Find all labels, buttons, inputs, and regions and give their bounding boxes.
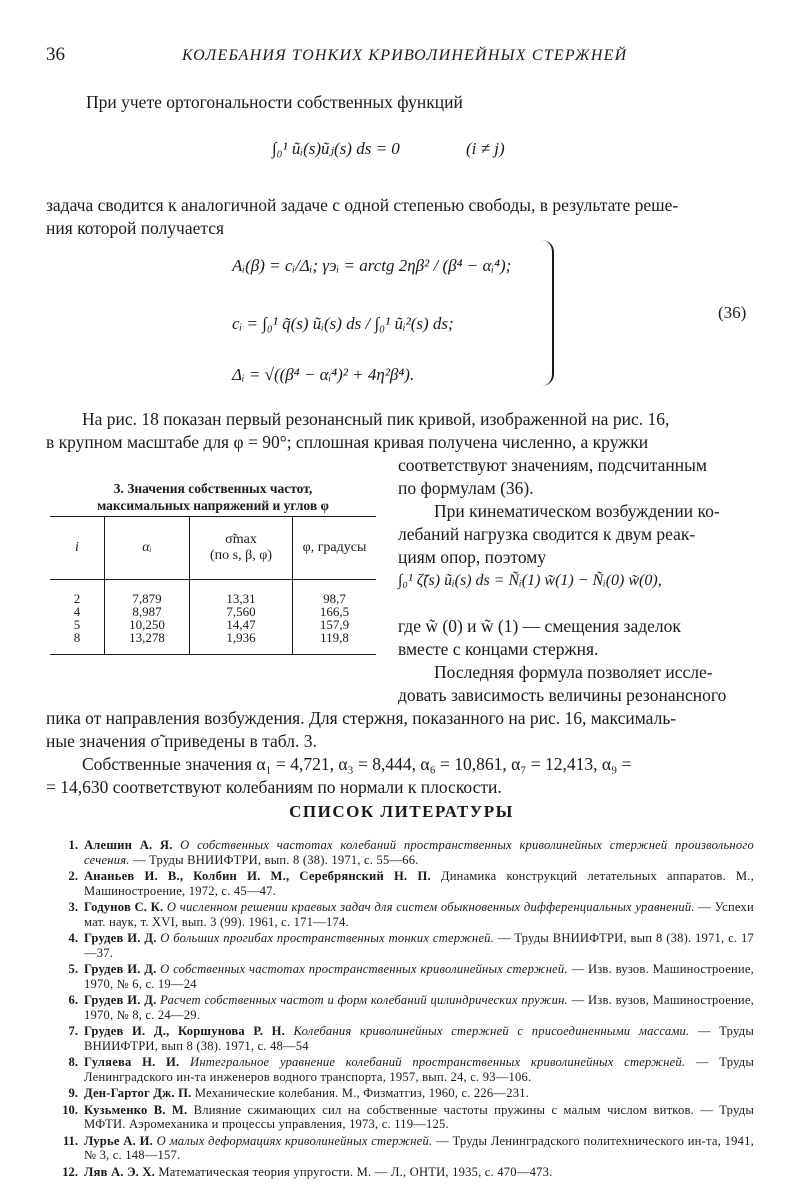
cell-alpha: 7,879 [105, 580, 190, 606]
reference-item [52, 1024, 754, 1053]
reference-item [52, 1103, 754, 1132]
paragraph-1 [46, 194, 752, 240]
cell-phi: 166,5 [293, 605, 377, 618]
reference-title: О больших прогибах пространственных тонких стержней. [160, 931, 494, 945]
reference-source: — Изв. вузов, Машиностроение, 1970, № 8, с. 24—29. [84, 993, 755, 1022]
reference-item [52, 838, 754, 867]
col-header-alpha: αᵢ [105, 517, 190, 580]
reference-source: — Труды ВНИИФТРИ, вып. 8 (38). 1971, с. 55—66. [129, 852, 419, 867]
reference-authors: Грудев И. Д., Коршунова Р. Н. [84, 1024, 294, 1038]
reference-item [52, 1165, 754, 1180]
cell-i: 4 [73, 604, 81, 619]
reference-title: О собственных частотах пространственных криволинейных стержней. [160, 962, 568, 976]
paragraph-2-line-1: На рис. 18 показан первый резонансный пик кривой, изображенной на рис. 16, [82, 409, 670, 429]
reference-item [52, 962, 754, 991]
right-column-line: по формулам (36). [398, 478, 534, 498]
reference-source: Механические колебания. М., Физматгиз, 1960, с. 226—231. [194, 1086, 530, 1100]
cell-i: 8 [50, 631, 105, 655]
references-title: СПИСОК ЛИТЕРАТУРЫ [289, 802, 514, 821]
reference-number: 7. [68, 1024, 78, 1038]
right-column-line: лебаний нагрузка сводится к двум реак- [398, 524, 696, 544]
cell-i: 2 [73, 591, 81, 606]
reference-number: 10. [62, 1102, 78, 1117]
cell-sigma: 13,31 [190, 580, 293, 606]
reference-item [52, 931, 754, 960]
paragraph-3-line: Собственные значения α₁ = 4,721, α₃ = 8,444, α₆ = 10,861, α₇ = 12,413, α₉ = [82, 754, 632, 774]
reference-item [52, 900, 754, 929]
paragraph-line: ния которой получается [46, 218, 225, 238]
reference-authors: Кузьменко В. М. [84, 1102, 194, 1117]
reference-number: 9. [68, 1086, 78, 1100]
reference-title: О численном решении краевых задач для систем обыкновенных дифференциальных уравнений. [166, 900, 695, 914]
reference-number: 3. [68, 900, 78, 914]
cell-phi: 157,9 [293, 618, 377, 631]
page-number: 36 [46, 44, 65, 65]
reference-text [84, 869, 754, 898]
cell-alpha: 10,250 [105, 618, 190, 631]
reference-item [52, 1134, 754, 1163]
cell-alpha: 13,278 [105, 631, 190, 655]
reference-text [84, 1103, 754, 1132]
reference-title: Расчет собственных частот и форм колебаний цилиндрических пружин. [160, 993, 568, 1007]
right-column-line: довать зависимость величины резонансного [398, 685, 727, 705]
col-header-sigma [190, 517, 293, 580]
reference-source: Математическая теория упругости. М. — Л., ОНТИ, 1935, с. 470—473. [158, 1164, 553, 1179]
cell-alpha: 8,987 [105, 605, 190, 618]
paragraph-2-line-2: в крупном масштабе для φ = 90°; сплошная кривая получена численно, а кружки [46, 432, 649, 452]
cell-sigma: 7,560 [190, 605, 293, 618]
reference-title: Интегральное уравнение колебаний пространственных криволинейных стержней. [190, 1055, 686, 1069]
right-column-line: При кинематическом возбуждении ко- [434, 501, 720, 521]
reference-number: 12. [62, 1164, 78, 1179]
eq36-line-1: Aᵢ(β) = cᵢ/Δᵢ; γэᵢ = arctg 2ηβ² / (β⁴ − αᵢ⁴); [232, 256, 512, 275]
right-column-line: вместе с концами стержня. [398, 639, 599, 659]
table-row [50, 580, 376, 606]
right-column-line: соответствуют значениям, подсчитанным [398, 455, 707, 475]
table-header-row [50, 517, 376, 580]
kinematic-equation: ∫₀¹ ζ̃(s) ũᵢ(s) ds = Ñᵢ(1) w̃(1) − Ñᵢ(0) w̃(0), [398, 572, 662, 589]
reference-item [52, 993, 754, 1022]
cell-i: 5 [73, 617, 81, 632]
right-brace [542, 240, 554, 386]
right-column-line: Последняя формула позволяет иссле- [434, 662, 713, 682]
reference-text [84, 1134, 754, 1163]
values-table [50, 516, 376, 655]
reference-source: — Труды ВНИИФТРИ, вып 8 (38). 1971, с. 48—54 [84, 1024, 754, 1053]
reference-number: 4. [68, 931, 78, 945]
col-header-phi: φ, градусы [293, 517, 377, 580]
right-column-line: циям опор, поэтому [398, 547, 547, 567]
intro-text: При учете ортогональности собственных функций [86, 92, 463, 112]
reference-title: О малых деформациях криволинейных стержней. [156, 1133, 433, 1148]
reference-source: — Труды ВНИИФТРИ, вып 8 (38). 1971, с. 17—37. [84, 931, 754, 960]
reference-authors: Гуляева Н. И. [84, 1055, 191, 1069]
reference-text [84, 1055, 754, 1084]
cell-phi: 98,7 [293, 580, 377, 606]
reference-text [84, 900, 754, 929]
sigma-sublabel: (по s, β, φ) [210, 548, 272, 563]
running-title: КОЛЕБАНИЯ ТОНКИХ КРИВОЛИНЕЙНЫХ СТЕРЖНЕЙ [182, 47, 628, 64]
orthogonality-condition: (i ≠ j) [466, 139, 505, 158]
reference-number: 1. [68, 838, 78, 852]
paragraph-3-line: ные значения σ̃ приведены в табл. 3. [46, 731, 317, 751]
reference-authors: Ляв А. Э. Х. [84, 1164, 159, 1179]
reference-number: 8. [68, 1055, 78, 1069]
table-caption [50, 480, 376, 514]
right-column-line: где w̃ (0) и w̃ (1) — смещения заделок [398, 616, 681, 636]
sigma-label: σ̃max [225, 532, 257, 547]
reference-authors: Лурье А. И. [84, 1133, 157, 1148]
reference-item [52, 1086, 754, 1101]
reference-title: Колебания криволинейных стержней с присоединенными массами. [293, 1024, 690, 1038]
orthogonality-equation: ∫₀¹ ũᵢ(s)ũⱼ(s) ds = 0 [272, 139, 400, 158]
reference-source: — Изв. вузов. Машиностроение, 1970, № 6, с. 19—24 [84, 962, 755, 991]
table-caption-line: максимальных напряжений и углов φ [97, 498, 329, 513]
reference-source: — Успехи мат. наук, т. XVI, вып. 3 (99). 1961, с. 171—174. [84, 900, 754, 929]
cell-sigma: 1,936 [190, 631, 293, 655]
reference-source: — Труды Ленинградского политехнического ин-та, 1941, № 3, с. 148—157. [84, 1133, 755, 1162]
reference-source: Влияние сжимающих сил на собственные частоты пружины с малым числом витков. — Труды МФТИ. Аэромеханика и процессы управления, 1973, с. 119—125. [84, 1102, 754, 1131]
equation-number: (36) [718, 303, 747, 322]
reference-authors: Грудев И. Д. [84, 931, 161, 945]
reference-number: 2. [68, 869, 78, 883]
reference-text [84, 838, 754, 867]
cell-sigma: 14,47 [190, 618, 293, 631]
col-header-i: i [50, 517, 105, 580]
reference-text [84, 1024, 754, 1053]
reference-number: 5. [68, 962, 78, 976]
table-row [50, 631, 376, 655]
paragraph-line: задача сводится к аналогичной задаче с одной степенью свободы, в результате реше- [46, 195, 679, 215]
reference-text [84, 1086, 754, 1101]
eq36-line-3: Δᵢ = √((β⁴ − αᵢ⁴)² + 4η²β⁴). [232, 365, 415, 384]
reference-item [52, 1055, 754, 1084]
reference-number: 11. [62, 1133, 78, 1148]
reference-number: 6. [68, 993, 78, 1007]
table-caption-line: 3. Значения собственных частот, [113, 481, 313, 496]
reference-authors: Грудев И. Д. [84, 993, 161, 1007]
reference-text [84, 931, 754, 960]
reference-authors: Ананьев И. В., Колбин И. М., Серебрянский Н. П. [84, 869, 441, 883]
reference-title: О собственных частотах колебаний пространственных криволинейных стержней произвольного сечения. [84, 838, 754, 867]
reference-item [52, 869, 754, 898]
cell-phi: 119,8 [293, 631, 377, 655]
reference-text [84, 993, 754, 1022]
reference-source: Динамика конструкций летательных аппаратов. М., Машиностроение, 1972, с. 45—47. [84, 869, 754, 898]
reference-authors: Годунов С. К. [84, 900, 167, 914]
paragraph-3-line: = 14,630 соответствуют колебаниям по нормали к плоскости. [46, 777, 502, 797]
paragraph-3-line: пика от направления возбуждения. Для стержня, показанного на рис. 16, максималь- [46, 708, 677, 728]
reference-authors: Ден-Гартог Дж. П. [84, 1086, 195, 1100]
references-list [52, 838, 754, 1181]
reference-text [84, 962, 754, 991]
reference-source: — Труды Ленинградского ин-та инженеров водного транспорта, 1957, вып. 24, с. 93—106. [84, 1055, 754, 1084]
eq36-line-2: cᵢ = ∫₀¹ q̃(s) ũᵢ(s) ds / ∫₀¹ ũᵢ²(s) ds; [232, 314, 454, 333]
reference-authors: Грудев И. Д. [84, 962, 161, 976]
reference-authors: Алешин А. Я. [84, 838, 181, 852]
reference-text [84, 1165, 754, 1180]
